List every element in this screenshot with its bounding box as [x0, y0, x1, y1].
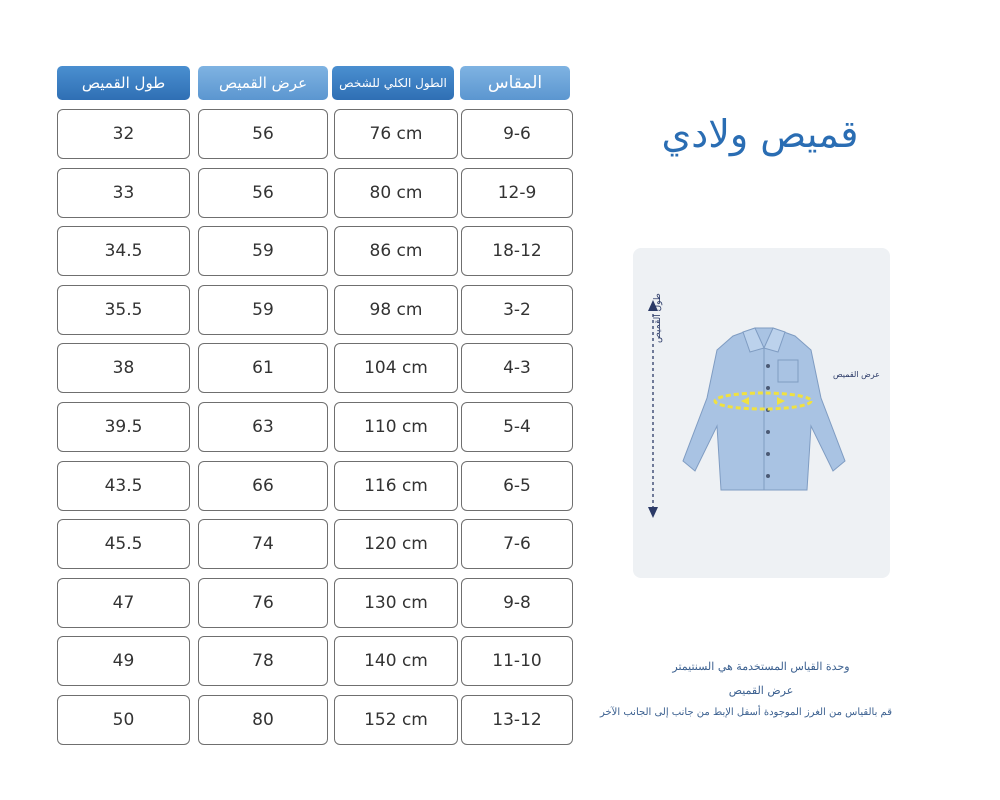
shirt-width-cell: 61 — [198, 343, 328, 393]
shirt-length-cell: 32 — [57, 109, 190, 159]
shirt-length-cell: 34.5 — [57, 226, 190, 276]
shirt-length-cell: 33 — [57, 168, 190, 218]
unit-note: وحدة القياس المستخدمة هي السنتيمتر — [672, 660, 850, 673]
person-height-cell: 98 cm — [334, 285, 458, 335]
size-cell: 11-10 — [461, 636, 573, 686]
header-shirt-length: طول القميص — [57, 66, 190, 100]
shirt-length-cell: 43.5 — [57, 461, 190, 511]
shirt-width-cell: 59 — [198, 226, 328, 276]
person-height-cell: 104 cm — [334, 343, 458, 393]
size-cell: 3-2 — [461, 285, 573, 335]
person-height-cell: 86 cm — [334, 226, 458, 276]
shirt-width-cell: 59 — [198, 285, 328, 335]
shirt-diagram — [633, 248, 890, 578]
shirt-length-cell: 38 — [57, 343, 190, 393]
person-height-cell: 130 cm — [334, 578, 458, 628]
shirt-length-cell: 39.5 — [57, 402, 190, 452]
product-title: قميص ولادي — [661, 112, 859, 156]
width-heading-note: عرض القميص — [728, 684, 794, 697]
shirt-length-cell: 49 — [57, 636, 190, 686]
shirt-width-cell: 80 — [198, 695, 328, 745]
size-cell: 18-12 — [461, 226, 573, 276]
size-cell: 13-12 — [461, 695, 573, 745]
shirt-length-cell: 35.5 — [57, 285, 190, 335]
shirt-width-cell: 74 — [198, 519, 328, 569]
shirt-width-cell: 63 — [198, 402, 328, 452]
shirt-length-cell: 50 — [57, 695, 190, 745]
shirt-length-cell: 45.5 — [57, 519, 190, 569]
header-size: المقاس — [460, 66, 570, 100]
shirt-length-label: طول القميص — [653, 293, 663, 343]
header-person-height: الطول الكلي للشخص — [332, 66, 454, 100]
shirt-width-cell: 66 — [198, 461, 328, 511]
shirt-width-cell: 76 — [198, 578, 328, 628]
person-height-cell: 120 cm — [334, 519, 458, 569]
shirt-illustration — [633, 248, 890, 578]
person-height-cell: 116 cm — [334, 461, 458, 511]
shirt-width-cell: 78 — [198, 636, 328, 686]
size-cell: 6-5 — [461, 461, 573, 511]
shirt-width-cell: 56 — [198, 109, 328, 159]
person-height-cell: 80 cm — [334, 168, 458, 218]
size-cell: 12-9 — [461, 168, 573, 218]
person-height-cell: 140 cm — [334, 636, 458, 686]
person-height-cell: 152 cm — [334, 695, 458, 745]
shirt-length-cell: 47 — [57, 578, 190, 628]
size-cell: 4-3 — [461, 343, 573, 393]
person-height-cell: 76 cm — [334, 109, 458, 159]
shirt-width-cell: 56 — [198, 168, 328, 218]
size-cell: 5-4 — [461, 402, 573, 452]
size-cell: 9-8 — [461, 578, 573, 628]
person-height-cell: 110 cm — [334, 402, 458, 452]
size-cell: 7-6 — [461, 519, 573, 569]
instruction-note: قم بالقياس من الغرز الموجودة أسفل الإبط من جانب إلى الجانب الآخر — [599, 707, 892, 718]
shirt-width-label: عرض القميص — [833, 370, 880, 379]
size-cell: 9-6 — [461, 109, 573, 159]
header-shirt-width: عرض القميص — [198, 66, 328, 100]
